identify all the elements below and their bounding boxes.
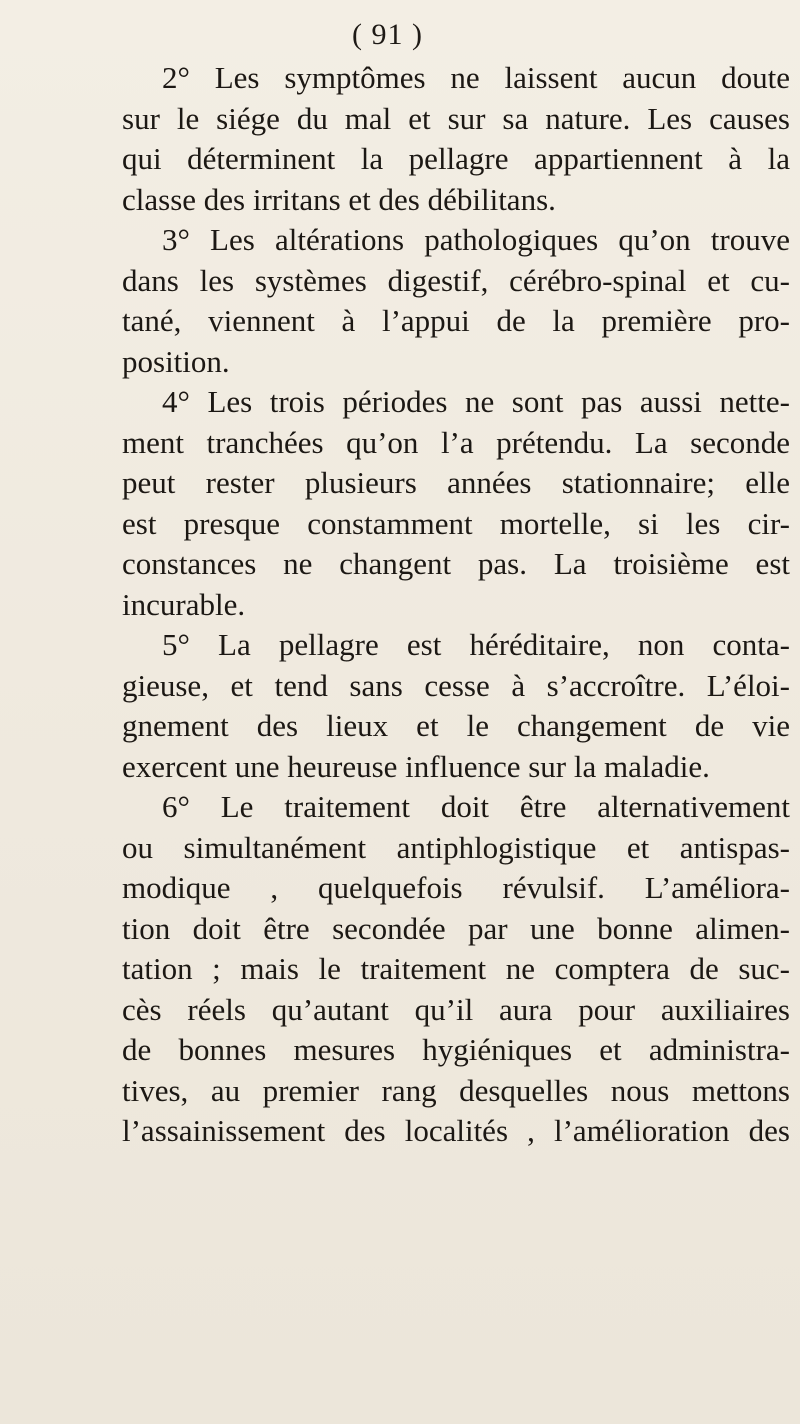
- text-line: tané, viennent à l’appui de la première pro-: [122, 303, 790, 338]
- text-line: 4° Les trois périodes ne sont pas aussi nette-: [162, 384, 790, 419]
- text-line: tion doit être secondée par une bonne alimen-: [122, 910, 790, 946]
- text-line: cès réels qu’autant qu’il aura pour auxiliaires: [122, 991, 790, 1027]
- text-line: ou simultanément antiphlogistique et antispas-: [122, 829, 790, 865]
- text-line: est presque constamment mortelle, si les cir-: [122, 505, 790, 541]
- text-line: sur le siége du mal et sur sa nature. Les causes: [122, 100, 790, 136]
- text-line: tives, au premier rang desquelles nous mettons: [122, 1072, 790, 1108]
- text-line: l’assainissement des localités , l’amélioration des: [122, 1113, 790, 1148]
- page-number: ( 91 ): [352, 18, 423, 51]
- text-line: dans les systèmes digestif, cérébro-spinal et cu-: [122, 262, 790, 298]
- text-line: exercent une heureuse influence sur la maladie.: [122, 748, 710, 784]
- text-line: gieuse, et tend sans cesse à s’accroître. L’éloi-: [122, 667, 790, 703]
- text-line: classe des irritans et des débilitans.: [122, 181, 556, 217]
- text-line: 2° Les symptômes ne laissent aucun doute: [162, 60, 790, 95]
- body-text: [122, 58, 790, 1152]
- text-line: position.: [122, 343, 230, 379]
- text-line: ment tranchées qu’on l’a prétendu. La seconde: [122, 424, 790, 460]
- text-line: 5° La pellagre est héréditaire, non conta-: [162, 627, 790, 662]
- text-line: de bonnes mesures hygiéniques et administra-: [122, 1032, 790, 1067]
- text-line: 3° Les altérations pathologiques qu’on trouve: [162, 222, 790, 257]
- text-line: 6° Le traitement doit être alternativement: [162, 789, 790, 824]
- text-line: constances ne changent pas. La troisième est: [122, 546, 790, 581]
- text-line: modique , quelquefois révulsif. L’améliora-: [122, 870, 790, 905]
- text-line: incurable.: [122, 586, 246, 622]
- text-line: qui déterminent la pellagre appartiennent à la: [122, 141, 790, 176]
- text-line: peut rester plusieurs années stationnaire; elle: [122, 465, 790, 500]
- text-line: gnement des lieux et le changement de vie: [122, 708, 790, 743]
- text-line: tation ; mais le traitement ne comptera de suc-: [122, 951, 790, 986]
